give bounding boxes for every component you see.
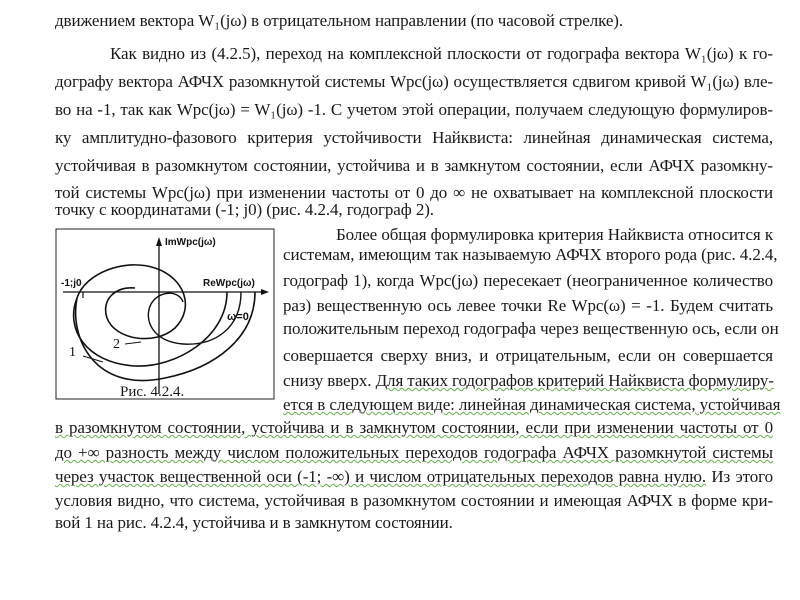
text-span: Из этого (711, 467, 774, 486)
text-line: Как видно из (4.2.5), переход на комплексной плоскости от годографа вектора W₁(jω) к го- (110, 44, 773, 63)
text-span: снизу вверх. (283, 371, 372, 390)
text-line: Более общая формулировка критерия Найквиста относится к (336, 225, 773, 244)
text-line: вой 1 на рис. 4.2.4, устойчива и в замкнутом состоянии. (55, 513, 453, 532)
curve-2-label: 2 (113, 337, 120, 352)
curve-1-outer (76, 292, 255, 381)
real-axis-label: ReWpc(jω) (203, 278, 255, 289)
text-line: положительным переход годографа через вещественную ось, если он (283, 319, 779, 338)
text-line: устойчивая в разомкнутом состоянии, устойчива и в замкнутом состоянии, если АФЧХ разомкну- (55, 156, 773, 175)
text-line: годограф 1), когда Wpc(jω) пересекает (неограниченное количество (283, 271, 773, 290)
underlined-text: Для таких годографов критерий Найквиста формулиру- (375, 371, 774, 390)
nyquist-figure (55, 228, 275, 408)
text-line: условия видно, что система, устойчивая в разомкнутом состоянии и имеющая АФЧХ в форме кри- (55, 491, 773, 510)
text-line: дографу вектора АФЧХ разомкнутой системы Wpc(jω) осуществляется сдвигом кривой W₁(jω) вле- (55, 72, 773, 91)
text-line: ется в следующем виде: линейная динамическая система, устойчивая (283, 395, 781, 414)
point-label: -1;j0 (61, 278, 82, 289)
text-line: ку амплитудно-фазового критерия устойчивости Найквиста: линейная динамическая система, (55, 128, 773, 147)
text-line: в разомкнутом состоянии, устойчива и в замкнутом состоянии, если при изменении частоты от 0 (55, 418, 773, 437)
omega-label: ω=0 (227, 311, 249, 323)
nyquist-diagram (55, 228, 275, 408)
text-line: до +∞ разность между числом положительных переходов годографа АФЧХ разомкнутой системы (55, 443, 773, 462)
curve-1-label: 1 (69, 345, 76, 360)
text-line (283, 370, 773, 392)
underlined-text: через участок вещественной оси (-1; -∞) и числом отрицательных переходов равна нулю. (55, 467, 706, 486)
text-line: той системы Wpc(jω) при изменении частоты от 0 до ∞ не охватывает на комплексной плоскости (55, 183, 773, 202)
text-line: системам, имеющим так называемую АФЧХ второго рода (рис. 4.2.4, (283, 245, 778, 264)
label-2-leader (125, 342, 141, 344)
imag-axis-arrow (156, 237, 162, 246)
imag-axis-label: ImWpc(jω) (165, 237, 216, 248)
text-line (55, 466, 773, 488)
text-line: раз) вещественную ось левее точки Re Wpc(ω) = -1. Будем считать (283, 296, 773, 315)
text-line: во на -1, так как Wpc(jω) = W₁(jω) -1. С учетом этой операции, получаем следующую формулиров- (55, 100, 773, 119)
figure-caption: Рис. 4.2.4. (120, 384, 185, 400)
real-axis-arrow (261, 289, 269, 295)
text-line: движением вектора W₁(jω) в отрицательном направлении (по часовой стрелке). (55, 11, 623, 30)
text-line: совершается сверху вниз, и отрицательным, если он совершается (283, 346, 773, 365)
text-line: точку с координатами (-1; j0) (рис. 4.2.4, годограф 2). (55, 200, 434, 219)
